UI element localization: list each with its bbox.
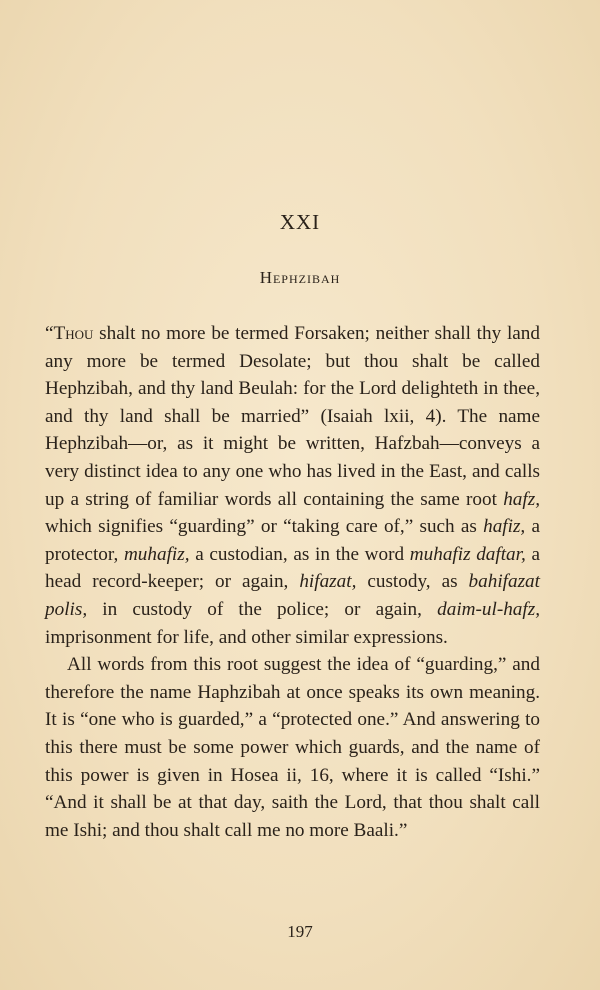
text-run: shalt no more be termed Forsaken; neither shall thy land any more be termed Desolate; but thou shalt be called Hephzibah, and thy land Beulah: for the Lord delighteth in thee, and thy land shall be married” (Isaiah lxii, 4). The name Hephzibah—or, as it might be written, Hafzbah—conveys a very distinct idea to any one who has lived in the East, and calls up a string of familiar words all containing the same root — [45, 323, 540, 510]
paragraph-1 — [45, 320, 540, 651]
paragraph-2: All words from this root suggest the idea of “guarding,” and therefore the name Haphzibah at once speaks its own meaning. It is “one who is guarded,” a “protected one.” And answering to this there must be some power which guards, and the name of this power is given in Hosea ii, 16, where it is called “Ishi.” “And it shall be at that day, saith the Lord, that thou shalt call me Ishi; and thou shalt call me no more Baali.” — [45, 654, 540, 841]
italic-term: hifazat, — [299, 571, 357, 593]
text-run: a head record-keeper; or again, — [45, 543, 540, 593]
italic-term: muhafiz, — [123, 543, 190, 565]
opening-quote: “ — [45, 323, 54, 344]
text-run: custody, as — [356, 571, 469, 593]
italic-term: bahifazat polis, — [45, 571, 540, 620]
chapter-body — [45, 320, 540, 844]
text-run: a custodian, as in the word — [189, 543, 410, 565]
italic-term: muhafiz daftar, — [409, 543, 526, 565]
text-run: which signifies “guarding” or “taking care of,” such as — [45, 516, 484, 538]
italic-term: hafz, — [503, 488, 540, 510]
lead-word: Thou — [53, 323, 94, 344]
italic-term: hafiz, — [483, 516, 526, 538]
page-number: 197 — [287, 922, 313, 941]
text-run: a protector, — [45, 516, 540, 565]
chapter-number: XXI — [279, 210, 321, 234]
italic-term: daim-ul-hafz, — [437, 598, 540, 620]
text-run: imprisonment for life, and other similar expressions. — [45, 626, 448, 648]
text-run: in custody of the police; or again, — [87, 598, 438, 620]
chapter-title: Hephzibah — [259, 268, 341, 287]
